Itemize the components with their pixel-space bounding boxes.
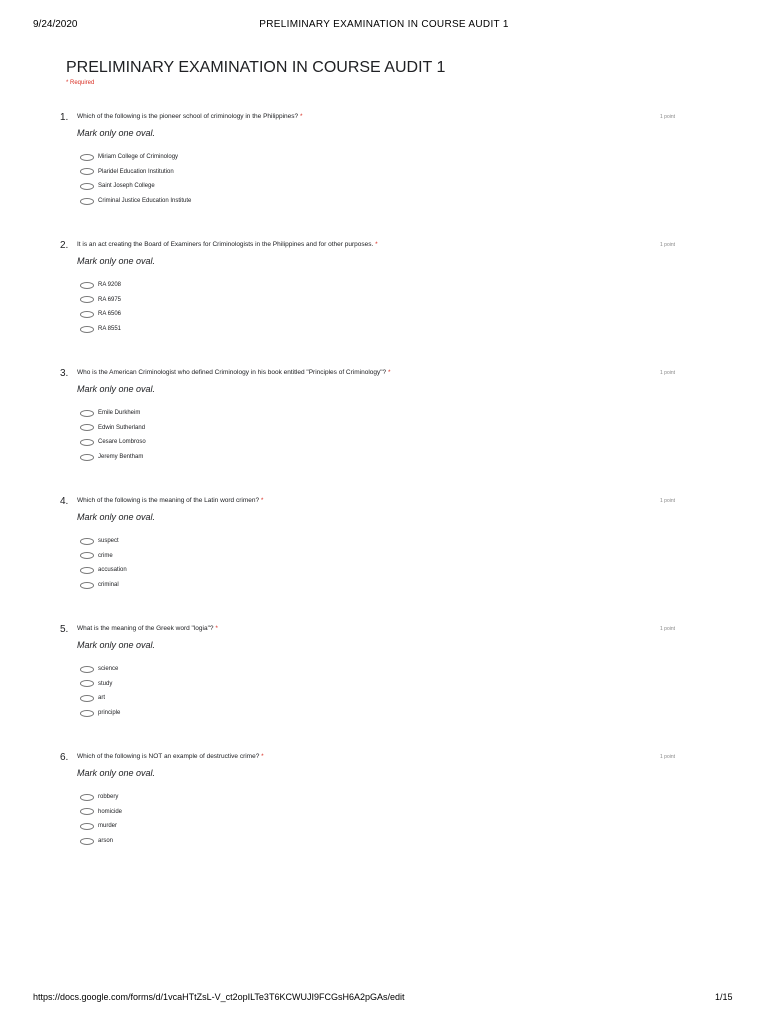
option-label: suspect <box>98 538 119 545</box>
question-instruction: Mark only one oval. <box>77 512 156 522</box>
form-title: PRELIMINARY EXAMINATION IN COURSE AUDIT 1 <box>66 59 446 76</box>
question-number: 5. <box>60 624 69 635</box>
question-3 <box>0 368 768 488</box>
radio-oval[interactable] <box>80 680 94 687</box>
option[interactable] <box>80 322 121 337</box>
question-number: 6. <box>60 752 69 763</box>
option-label: study <box>98 680 113 687</box>
option-label: accusation <box>98 567 127 574</box>
option-label: Saint Joseph College <box>98 183 155 190</box>
radio-oval[interactable] <box>80 538 94 545</box>
option[interactable] <box>80 278 121 293</box>
option[interactable] <box>80 805 122 820</box>
radio-oval[interactable] <box>80 567 94 574</box>
option[interactable] <box>80 578 127 593</box>
radio-oval[interactable] <box>80 282 94 289</box>
question-6 <box>0 752 768 872</box>
option[interactable] <box>80 194 191 209</box>
radio-oval[interactable] <box>80 296 94 303</box>
option[interactable] <box>80 834 122 849</box>
option-list <box>80 790 122 848</box>
option[interactable] <box>80 790 122 805</box>
question-text: Which of the following is the pioneer school of criminology in the Philippines? * <box>77 113 303 120</box>
option[interactable] <box>80 549 127 564</box>
question-instruction: Mark only one oval. <box>77 128 156 138</box>
radio-oval[interactable] <box>80 154 94 161</box>
radio-oval[interactable] <box>80 823 94 830</box>
question-points: 1 point <box>660 754 676 760</box>
option-list <box>80 278 121 336</box>
question-points: 1 point <box>660 370 676 376</box>
option-label: Edwin Sutherland <box>98 424 146 431</box>
option-label: Cesare Lombroso <box>98 439 146 446</box>
required-star: * <box>260 497 264 504</box>
option-list <box>80 406 146 464</box>
option-label: crime <box>98 552 113 559</box>
radio-oval[interactable] <box>80 439 94 446</box>
print-header-title: PRELIMINARY EXAMINATION IN COURSE AUDIT 1 <box>259 19 509 30</box>
option[interactable] <box>80 819 122 834</box>
option[interactable] <box>80 706 120 721</box>
option[interactable] <box>80 421 146 436</box>
option[interactable] <box>80 677 120 692</box>
option-label: robbery <box>98 794 119 801</box>
option[interactable] <box>80 691 120 706</box>
option-list <box>80 150 191 208</box>
question-instruction: Mark only one oval. <box>77 768 156 778</box>
question-1 <box>0 112 768 232</box>
question-number: 1. <box>60 112 69 123</box>
option[interactable] <box>80 150 191 165</box>
required-star: * <box>299 113 303 120</box>
option-label: Jeremy Bentham <box>98 454 144 461</box>
question-number: 4. <box>60 496 69 507</box>
print-date: 9/24/2020 <box>33 19 78 30</box>
option[interactable] <box>80 406 146 421</box>
required-star: * <box>375 241 378 248</box>
option-label: principle <box>98 710 121 717</box>
option-list <box>80 534 127 592</box>
option[interactable] <box>80 450 146 465</box>
option-label: arson <box>98 838 114 845</box>
required-note: * Required <box>66 80 95 86</box>
question-text: Who is the American Criminologist who defined Criminology in his book entitled "Principles of Criminology"? * <box>77 369 391 376</box>
page-number: 1/15 <box>715 992 733 1002</box>
question-instruction: Mark only one oval. <box>77 384 156 394</box>
radio-oval[interactable] <box>80 808 94 815</box>
question-2 <box>0 240 768 360</box>
print-footer-url: https://docs.google.com/forms/d/1vcaHTtZsL-V_ct2opILTe3T6KCWUJI9FCGsH6A2pGAs/edit <box>33 992 405 1002</box>
radio-oval[interactable] <box>80 454 94 461</box>
question-points: 1 point <box>660 242 676 248</box>
option[interactable] <box>80 293 121 308</box>
option-label: science <box>98 666 119 673</box>
option[interactable] <box>80 165 191 180</box>
option-label: Miriam College of Criminology <box>98 154 179 161</box>
question-points: 1 point <box>660 498 676 504</box>
option-label: criminal <box>98 582 119 589</box>
option-label: murder <box>98 823 118 830</box>
required-star: * <box>261 753 264 760</box>
option[interactable] <box>80 662 120 677</box>
option[interactable] <box>80 307 121 322</box>
option-label: RA 8551 <box>98 326 122 333</box>
question-points: 1 point <box>660 114 676 120</box>
question-text: Which of the following is NOT an example of destructive crime? * <box>77 753 264 760</box>
option[interactable] <box>80 179 191 194</box>
question-text: Which of the following is the meaning of the Latin word crimen? * <box>77 497 264 504</box>
option-label: art <box>98 695 106 702</box>
question-4 <box>0 496 768 616</box>
radio-oval[interactable] <box>80 311 94 318</box>
option-list <box>80 662 120 720</box>
option[interactable] <box>80 563 127 578</box>
option-label: Plaridel Education Institution <box>98 168 174 175</box>
radio-oval[interactable] <box>80 326 94 333</box>
radio-oval[interactable] <box>80 710 94 717</box>
question-instruction: Mark only one oval. <box>77 640 156 650</box>
radio-oval[interactable] <box>80 552 94 559</box>
question-text: It is an act creating the Board of Examiners for Criminologists in the Philippines and for other purposes. * <box>77 241 378 248</box>
radio-oval[interactable] <box>80 424 94 431</box>
radio-oval[interactable] <box>80 183 94 190</box>
option[interactable] <box>80 534 127 549</box>
option-label: RA 6975 <box>98 296 122 303</box>
option-label: RA 9208 <box>98 282 122 289</box>
option-label: homicide <box>98 808 123 815</box>
radio-oval[interactable] <box>80 410 94 417</box>
option-label: RA 6506 <box>98 311 122 318</box>
question-points: 1 point <box>660 626 676 632</box>
radio-oval[interactable] <box>80 198 94 205</box>
required-star: * <box>387 369 391 376</box>
option-label: Criminal Justice Education Institute <box>98 198 192 205</box>
option[interactable] <box>80 435 146 450</box>
radio-oval[interactable] <box>80 666 94 673</box>
radio-oval[interactable] <box>80 695 94 702</box>
question-number: 2. <box>60 240 69 251</box>
option-label: Emile Durkheim <box>98 410 141 417</box>
question-text: What is the meaning of the Greek word "logia"? * <box>77 625 218 632</box>
radio-oval[interactable] <box>80 794 94 801</box>
question-5 <box>0 624 768 744</box>
radio-oval[interactable] <box>80 168 94 175</box>
radio-oval[interactable] <box>80 838 94 845</box>
question-instruction: Mark only one oval. <box>77 256 156 266</box>
radio-oval[interactable] <box>80 582 94 589</box>
required-star: * <box>215 625 218 632</box>
question-number: 3. <box>60 368 69 379</box>
